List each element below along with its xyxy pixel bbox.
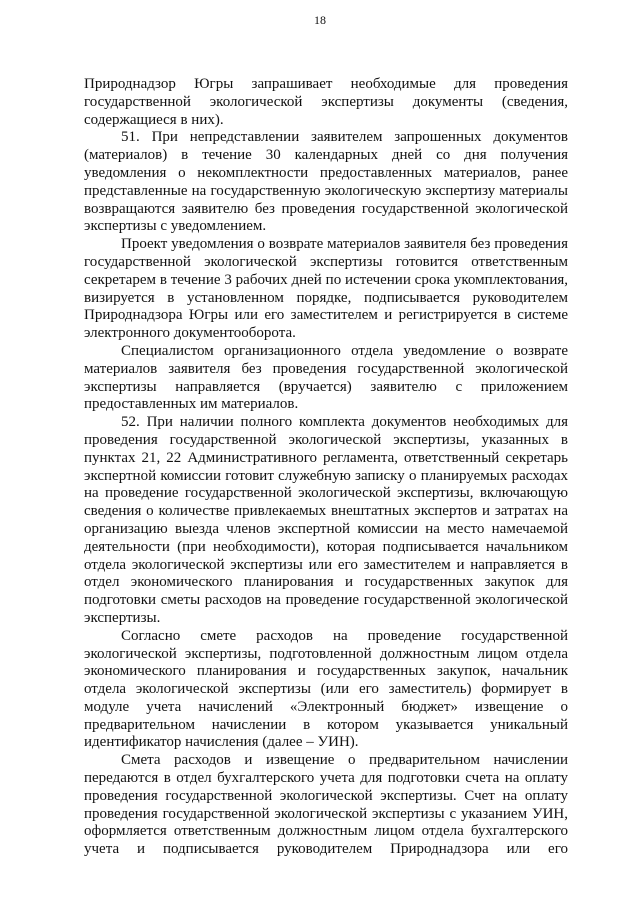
paragraph-51-non-submission: 51. При непредставлении заявителем запрошенных документов (материалов) в течение 30 календарных дней со дня получения уведомления о некомплектности предоставленных материалов, ранее представленные на государственную экологическую экспертизу материалы возвращаются заявителю без проведения государственной экологической экспертизы с уведомлением. — [84, 129, 568, 235]
paragraph-return-notice-delivery: Специалистом организационного отдела уведомление о возврате материалов заявителя без проведения государственной экологической экспертизы направляется (вручается) заявителю с приложением предоставленных им материалов. — [84, 342, 568, 413]
page-number: 18 — [314, 13, 326, 27]
paragraph-preliminary-accrual: Согласно смете расходов на проведение государственной экологической экспертизы, подготовленной должностным лицом отдела экономического планирования и государственных закупок, начальник отдела экологической экспертизы (или его заместитель) формирует в модуле учета начислений «Электронный бюджет» извещение о предварительном начислении в котором указывается уникальный идентификатор начисления (далее – УИН). — [84, 627, 568, 751]
paragraph-request-documents: Природнадзор Югры запрашивает необходимые для проведения государственной экологической экспертизы документы (сведения, содержащиеся в них). — [84, 76, 568, 128]
paragraph-52-cost-memo: 52. При наличии полного комплекта документов необходимых для проведения государственной экологической экспертизы, указанных в пунктах 21, 22 Административного регламента, ответственный секретарь экспертной комиссии готовит служебную записку о планируемых расходах на проведение государственной экологической экспертизы, включающую сведения о количестве привлекаемых внештатных экспертов и затратах на организацию выезда членов экспертной комиссии на место намечаемой деятельности (при необходимости), которая подписывается начальником отдела экологической экспертизы или его заместителем и направляется в отдел экономического планирования и государственных закупок для подготовки сметы расходов на проведение государственной экологической экспертизы. — [84, 414, 568, 626]
document-body — [84, 76, 568, 859]
paragraph-return-notice-draft: Проект уведомления о возврате материалов заявителя без проведения государственной экологической экспертизы готовится ответственным секретарем в течение 3 рабочих дней по истечении срока укомплектования, визируется в установленном порядке, подписывается руководителем Природнадзора Югры или его заместителем и регистрируется в системе электронного документооборота. — [84, 236, 568, 342]
paragraph-invoice-preparation: Смета расходов и извещение о предварительном начислении передаются в отдел бухгалтерского учета для подготовки счета на оплату проведения государственной экологической экспертизы. Счет на оплату проведения государственной экологической экспертизы с указанием УИН, оформляется ответственным должностным лицом отдела бухгалтерского учета и подписывается руководителем Природнадзора или его — [84, 752, 568, 858]
